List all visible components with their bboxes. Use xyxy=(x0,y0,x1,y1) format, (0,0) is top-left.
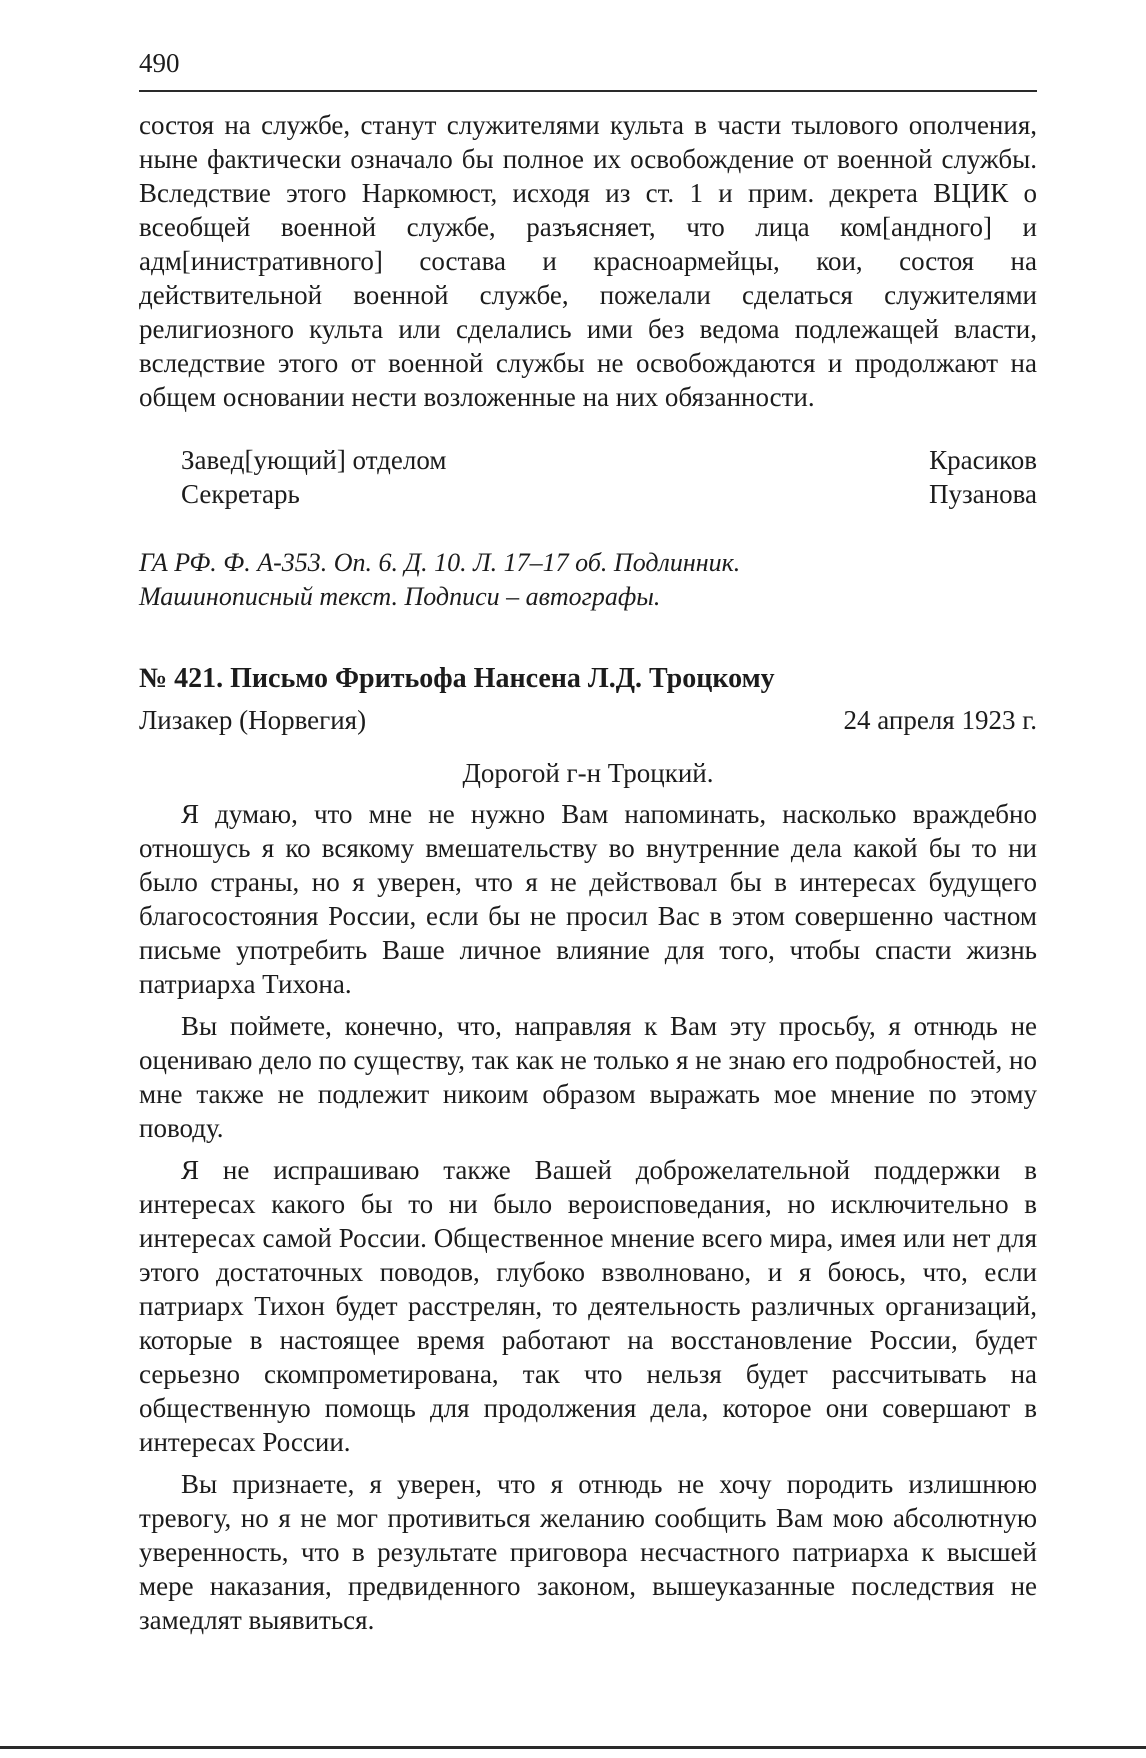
document-date: 24 апреля 1923 г. xyxy=(843,705,1037,735)
signature-name: Красиков xyxy=(929,445,1037,475)
signature-title: Завед[ующий] отделом xyxy=(181,445,447,475)
document-place: Лизакер (Норвегия) xyxy=(139,705,367,735)
header-rule xyxy=(139,90,1037,92)
signature-title: Секретарь xyxy=(181,479,300,509)
signature-row xyxy=(181,477,1037,511)
bottom-rule xyxy=(0,1746,1146,1749)
archive-note xyxy=(139,546,1037,614)
letter-salutation: Дорогой г-н Троцкий. xyxy=(462,758,714,788)
place-date-row xyxy=(139,703,1037,737)
signature-row xyxy=(181,443,1037,477)
document-heading: № 421. Письмо Фритьофа Нансена Л.Д. Троцкому xyxy=(139,663,775,694)
page-number: 490 xyxy=(139,48,180,78)
archive-note-line: ГА РФ. Ф. А-353. Оп. 6. Д. 10. Л. 17–17 об. Подлинник. xyxy=(139,548,741,577)
letter-paragraph: Я не испрашиваю также Вашей доброжелательной поддержки в интересах какого бы то ни было вероисповедания, но исключительно в интересах самой России. Общественное мнение всего мира, имея или нет для этого достаточных поводов, глубоко взволновано, и я боюсь, что, если патриарх Тихон будет расстрелян, то деятельность различных организаций, которые в настоящее время работают на восстановление России, будет серьезно скомпрометирована, так что нельзя будет рассчитывать на общественную помощь для продолжения дела, которое они совершают в интересах России. xyxy=(139,1155,1037,1457)
letter-body xyxy=(139,797,1037,1637)
continuation-paragraph: состоя на службе, станут служителями культа в части тылового ополчения, ныне фактически означало бы полное их освобождение от военной службы. Вследствие этого Наркомюст, исходя из ст. 1 и прим. декрета ВЦИК о всеобщей военной службе, разъясняет, что лица ком[андного] и адм[инистративного] состава и красноармейцы, кои, состоя на действительной военной службе, пожелали сделаться служителями религиозного культа или сделались ими без ведома подлежащей власти, вследствие этого от военной службы не освобождаются и продолжают на общем основании нести возложенные на них обязанности. xyxy=(139,110,1037,412)
signature-name: Пузанова xyxy=(929,479,1037,509)
letter-paragraph: Я думаю, что мне не нужно Вам напоминать, насколько враждебно отношусь я ко всякому вмешательству во внутренние дела какой бы то ни было страны, но я уверен, что я не действовал бы в интересах будущего благосостояния России, если бы не просил Вас в этом совершенно частном письме употребить Ваше личное влияние для того, чтобы спасти жизнь патриарха Тихона. xyxy=(139,799,1037,999)
archive-note-line: Машинописный текст. Подписи – автографы. xyxy=(139,582,661,611)
continuation-block xyxy=(139,108,1037,414)
letter-paragraph: Вы признаете, я уверен, что я отнюдь не хочу породить излишнюю тревогу, но я не мог противиться желанию сообщить Вам мою абсолютную уверенность, что в результате приговора несчастного патриарха к высшей мере наказания, предвиденного законом, вышеуказанные последствия не замедлят выявиться. xyxy=(139,1469,1037,1635)
letter-paragraph: Вы поймете, конечно, что, направляя к Вам эту просьбу, я отнюдь не оцениваю дело по существу, так как не только я не знаю его подробностей, но мне также не подлежит никоим образом выражать мое мнение по этому поводу. xyxy=(139,1011,1037,1143)
